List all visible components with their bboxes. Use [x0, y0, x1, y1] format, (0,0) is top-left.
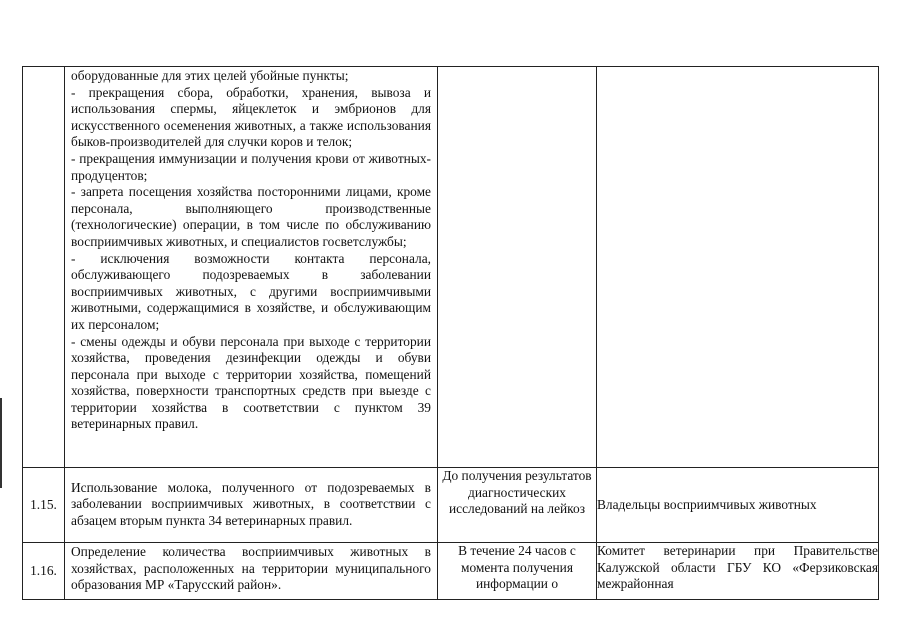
measure-paragraph: оборудованные для этих целей убойные пункты;	[71, 68, 349, 83]
deadline-cell: До получения результатов диагностических исследований на лейкоз	[438, 468, 597, 543]
row-number	[23, 67, 65, 468]
measure-cell	[65, 468, 438, 543]
deadline-cell: В течение 24 часов с момента получения информации о	[438, 543, 597, 600]
row-number: 1.15.	[23, 468, 65, 543]
measure-paragraph: - прекращения сбора, обработки, хранения, вывоза и использования спермы, яйцеклеток и эмбрионов для искусственного осеменения животных, а также использования быков-производителей для случки коров и телок;	[71, 84, 431, 150]
measure-paragraph: - смены одежды и обуви персонала при выходе с территории хозяйства, проведения дезинфекции одежды и обуви персонала при выходе с территории хозяйства, помещений хозяйства, поверхности транспортных средств при выезде с территории хозяйства в соответствии с пунктом 39 ветеринарных правил.	[71, 333, 431, 432]
measure-cell	[65, 67, 438, 468]
responsible-cell	[597, 67, 879, 468]
measure-paragraph: - исключения возможности контакта персонала, обслуживающего подозреваемых в заболевании восприимчивых животных, с другими восприимчивыми животными, содержащимися в хозяйстве, и обслуживающим их персоналом;	[71, 250, 431, 332]
measure-paragraph: - запрета посещения хозяйства посторонними лицами, кроме персонала, выполняющего производственные (технологические) операции, в том числе по обслуживанию восприимчивых животных, и специалистов госветслужбы;	[71, 184, 431, 249]
measure-paragraph: Определение количества восприимчивых животных в хозяйствах, расположенных на территории муниципального образования МР «Тарусский район».	[71, 544, 431, 593]
table-row	[23, 67, 879, 468]
measure-paragraph: - прекращения иммунизации и получения крови от животных-продуцентов;	[71, 150, 431, 183]
deadline-cell	[438, 67, 597, 468]
page-edge-mark	[0, 398, 2, 488]
table-row	[23, 468, 879, 543]
responsible-cell: Комитет ветеринарии при Правительстве Калужской области ГБУ КО «Ферзиковская межрайонная	[597, 543, 879, 600]
table-row	[23, 543, 879, 600]
responsible-cell: Владельцы восприимчивых животных	[597, 468, 879, 543]
measures-table	[22, 66, 879, 600]
measure-paragraph: Использование молока, полученного от подозреваемых в заболевании восприимчивых животных, в соответствии с абзацем вторым пункта 34 ветеринарных правил.	[71, 479, 431, 528]
measure-cell	[65, 543, 438, 600]
row-number: 1.16.	[23, 543, 65, 600]
